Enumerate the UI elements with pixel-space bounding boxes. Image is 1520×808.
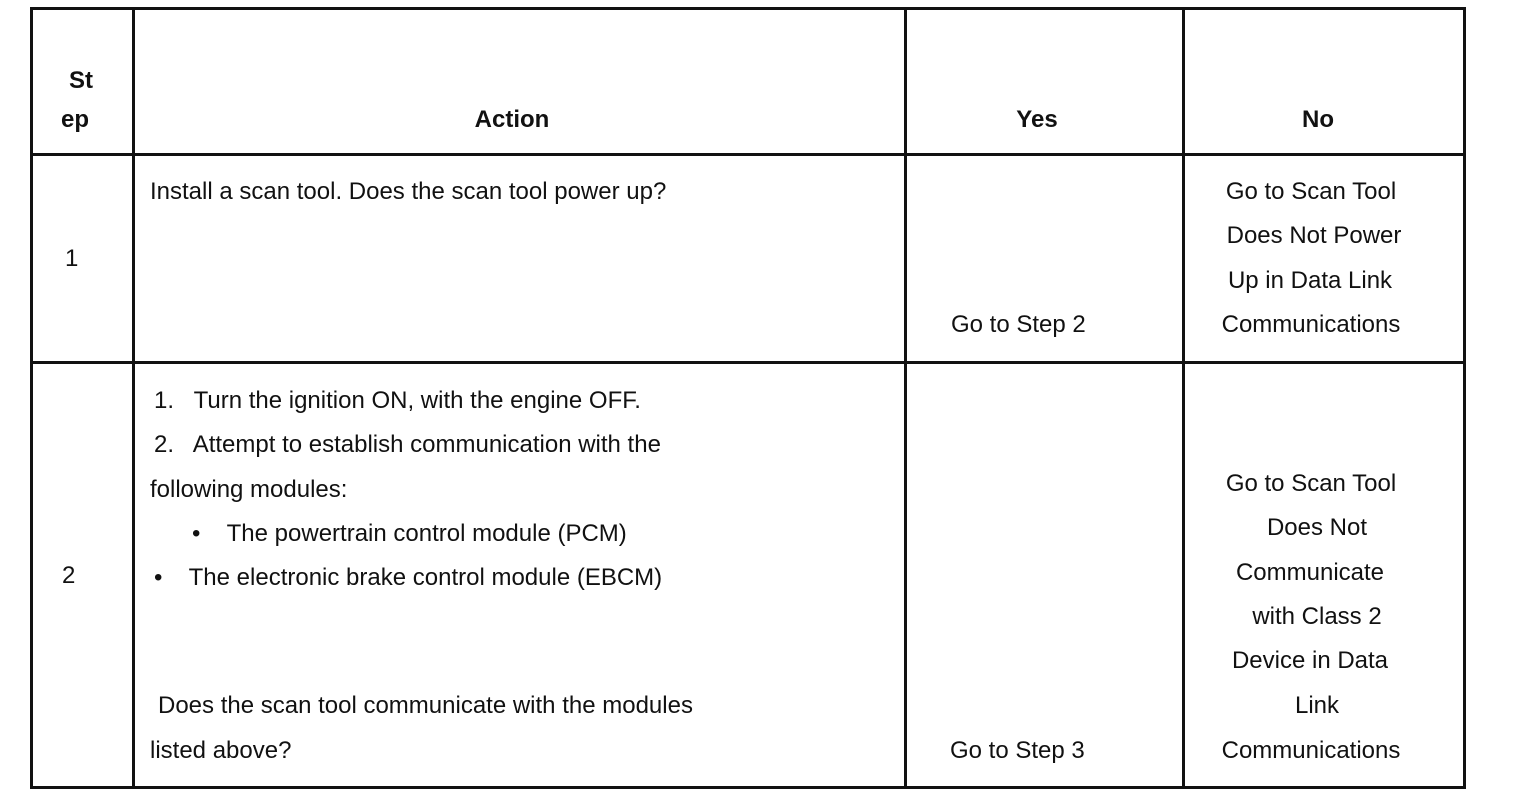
header-step-line-2: ep (60, 106, 89, 133)
header-row-divider (30, 153, 1466, 156)
row-divider (30, 361, 1466, 364)
row-1-no-line-1: Go to Scan Tool (1225, 178, 1397, 205)
row-2-action-item-2: 2. Attempt to establish communication with the (154, 431, 661, 458)
row-1-no-line-2: Does Not Power (1226, 222, 1402, 249)
table-border-top (30, 7, 1466, 10)
table-border-right (1463, 7, 1466, 789)
row-2-question-line-1: Does the scan tool communicate with the modules (158, 692, 693, 719)
row-2-step: 2 (62, 562, 76, 589)
row-2-question-line-2: listed above? (150, 737, 292, 764)
row-1-step: 1 (65, 245, 79, 272)
row-2-yes: Go to Step 3 (950, 737, 1085, 764)
row-2-no-line-2: Does Not (1266, 514, 1368, 541)
row-1-no-line-4: Communications (1221, 311, 1401, 338)
row-2-no-line-3: Communicate (1235, 559, 1385, 586)
table-border-bottom (30, 786, 1466, 789)
row-2-action-item-1: 1. Turn the ignition ON, with the engine OFF. (154, 387, 641, 414)
row-2-bullet-pcm: • The powertrain control module (PCM) (192, 520, 627, 547)
row-2-no-line-4: with Class 2 (1252, 603, 1382, 630)
header-action: Action (474, 106, 550, 133)
row-2-bullet-ebcm: • The electronic brake control module (EBCM) (154, 564, 663, 591)
row-1-no-line-3: Up in Data Link (1227, 267, 1393, 294)
row-2-action-item-2-cont: following modules: (150, 476, 348, 503)
header-no: No (1302, 106, 1334, 133)
row-2-no-line-1: Go to Scan Tool (1225, 470, 1397, 497)
row-2-no-line-7: Communications (1221, 737, 1401, 764)
header-step-line-1: St (69, 67, 93, 94)
row-1-action: Install a scan tool. Does the scan tool power up? (150, 178, 667, 205)
row-2-no-line-5: Device in Data (1231, 647, 1389, 674)
row-1-yes: Go to Step 2 (951, 311, 1086, 338)
row-2-no-line-6: Link (1294, 692, 1340, 719)
header-yes: Yes (1016, 106, 1058, 133)
